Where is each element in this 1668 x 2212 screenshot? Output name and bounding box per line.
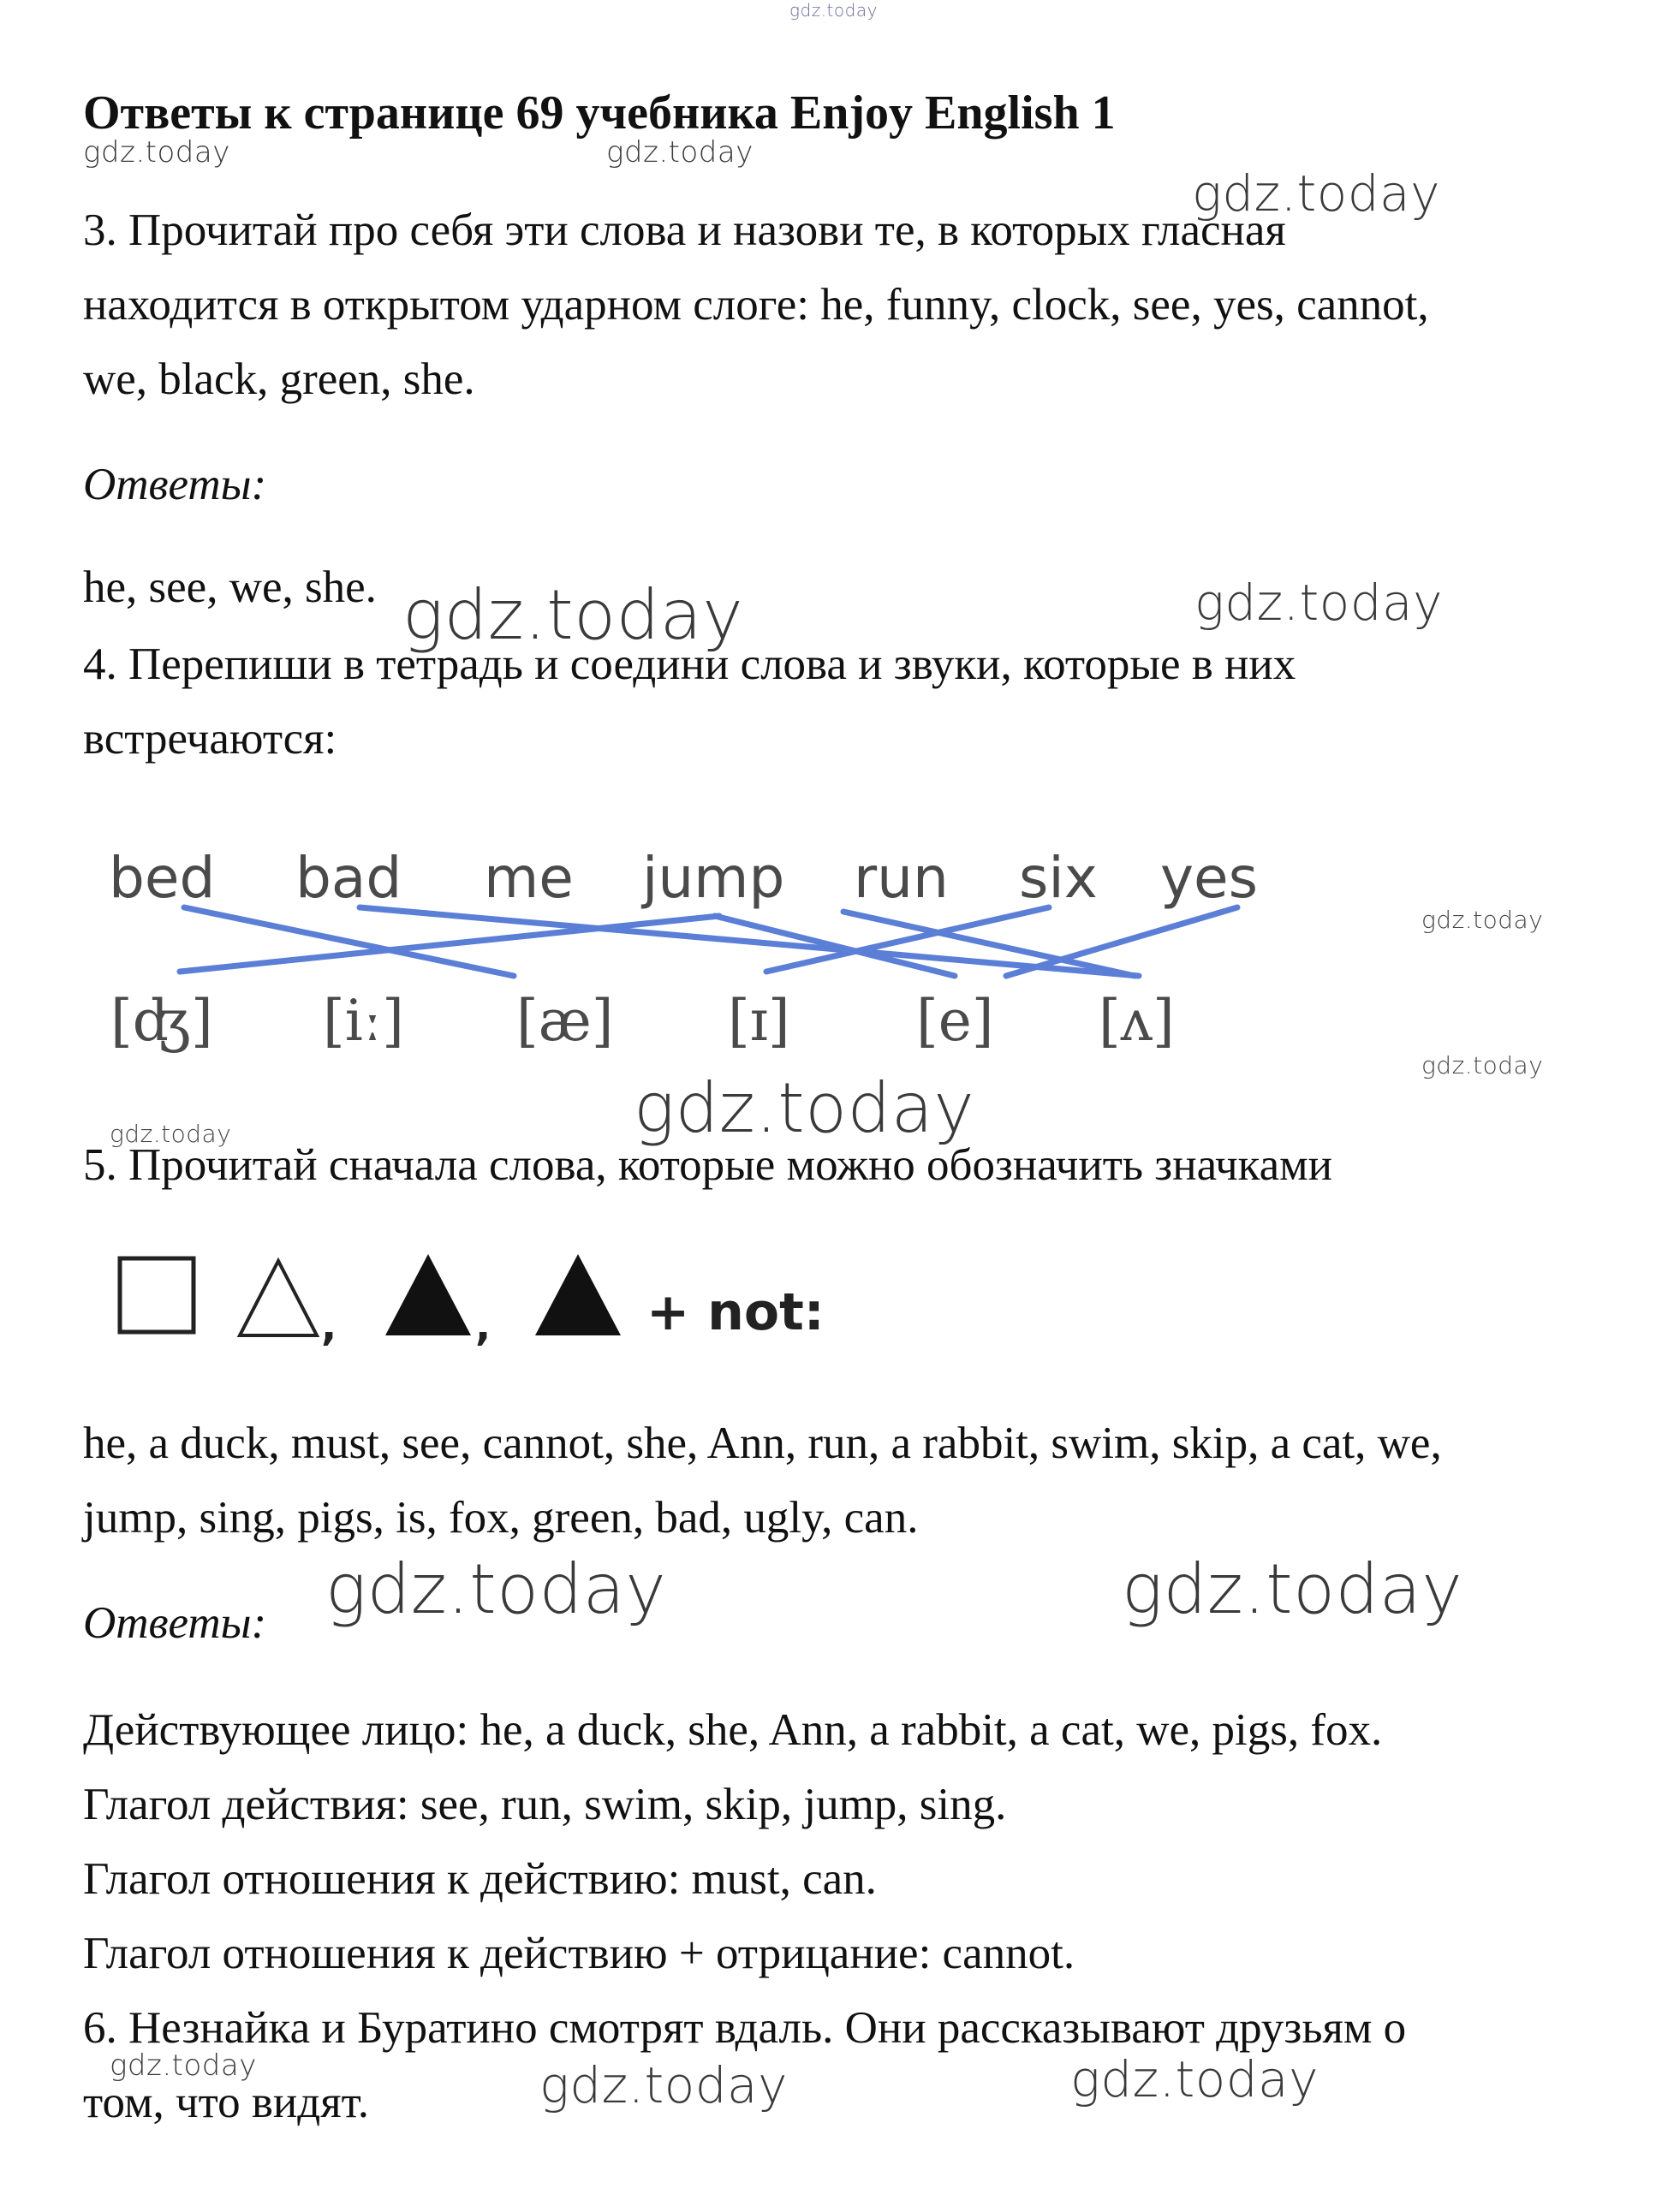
stress-symbols (111, 1237, 865, 1357)
watermark: gdz.today (1194, 574, 1443, 632)
watermark: gdz.today (1192, 164, 1440, 223)
outline-triangle-icon (240, 1261, 317, 1335)
watermark: gdz.today (110, 1120, 232, 1148)
word-sound-matching-diagram (98, 822, 1289, 1079)
sound-i-short: [ɪ] (728, 988, 790, 1054)
word-me: me (484, 845, 574, 911)
task5-answer-1: Действующее лицо: he, a duck, she, Ann, a rabbit, a cat, we, pigs, fox. (83, 1705, 1383, 1755)
task3-answers-label: Ответы: (83, 460, 267, 509)
watermark: gdz.today (634, 1068, 975, 1148)
task4-line-1: 4. Перепиши в тетрадь и соедини слова и звуки, которые в них (83, 639, 1296, 689)
watermark: gdz.today (1421, 906, 1544, 934)
filled-triangle-icon (535, 1254, 621, 1335)
task5-answer-3: Глагол отношения к действию: must, can. (83, 1854, 877, 1904)
watermark: gdz.today (1070, 2050, 1319, 2108)
sound-row (110, 988, 1175, 1054)
connection-lines (180, 907, 1237, 976)
task5-words-line-2: jump, sing, pigs, is, fox, green, bad, ugly, can. (83, 1493, 919, 1543)
plus-not-label: + not: (646, 1282, 825, 1342)
task5-answer-2: Глагол действия: see, run, swim, skip, jump, sing. (83, 1780, 1007, 1829)
task6-line-2: том, что видят. (83, 2078, 370, 2127)
sound-schwa-a: [ʌ] (1099, 988, 1175, 1054)
word-run: run (854, 845, 949, 911)
word-bed: bed (109, 845, 216, 911)
watermark: gdz.today (539, 2056, 788, 2114)
task3-line-2: находится в открытом ударном слоге: he, funny, clock, see, yes, cannot, (83, 280, 1429, 330)
svg-text:,: , (321, 1302, 337, 1350)
task3-answer: he, see, we, she. (83, 562, 377, 612)
sound-ae: [æ] (516, 988, 614, 1054)
connector-yes-e (1006, 907, 1237, 976)
page-title: Ответы к странице 69 учебника Enjoy English 1 (83, 86, 1116, 140)
sound-i-long: [iː] (323, 988, 404, 1054)
task5-intro: 5. Прочитай сначала слова, которые можно обозначить значками (83, 1140, 1333, 1190)
task5-answer-4: Глагол отношения к действию + отрицание: cannot. (83, 1929, 1075, 1978)
watermark: gdz.today (1421, 1051, 1544, 1079)
watermark: gdz.today (1122, 1549, 1463, 1629)
task3-line-3: we, black, green, she. (83, 354, 475, 404)
connector-jump-dz (715, 916, 955, 976)
sound-dz: [ʤ] (110, 988, 213, 1054)
sound-e: [e] (916, 988, 994, 1054)
word-bad: bad (295, 845, 402, 911)
task3-line-1: 3. Прочитай про себя эти слова и назови те, в которых гласная (83, 205, 1286, 255)
word-yes: yes (1160, 845, 1259, 911)
word-six: six (1019, 845, 1098, 911)
square-icon (120, 1258, 194, 1332)
filled-triangle-icon (385, 1254, 471, 1335)
word-row (109, 845, 1258, 911)
watermark: gdz.today (110, 2048, 257, 2083)
word-jump: jump (642, 845, 785, 911)
task5-answers-label: Ответы: (83, 1598, 267, 1648)
task6-line-1: 6. Незнайка и Буратино смотрят вдаль. Они рассказывают друзьям о (83, 2003, 1407, 2053)
task5-words-line-1: he, a duck, must, see, cannot, she, Ann, run, a rabbit, swim, skip, a cat, we, (83, 1418, 1442, 1468)
watermark: gdz.today (606, 135, 754, 169)
watermark: gdz.today (325, 1549, 667, 1629)
watermark: gdz.today (83, 135, 230, 169)
svg-text:,: , (475, 1302, 491, 1350)
task4-line-2: встречаются: (83, 714, 337, 764)
watermark: gdz.today (402, 575, 744, 655)
watermark-top: gdz.today (789, 0, 878, 21)
